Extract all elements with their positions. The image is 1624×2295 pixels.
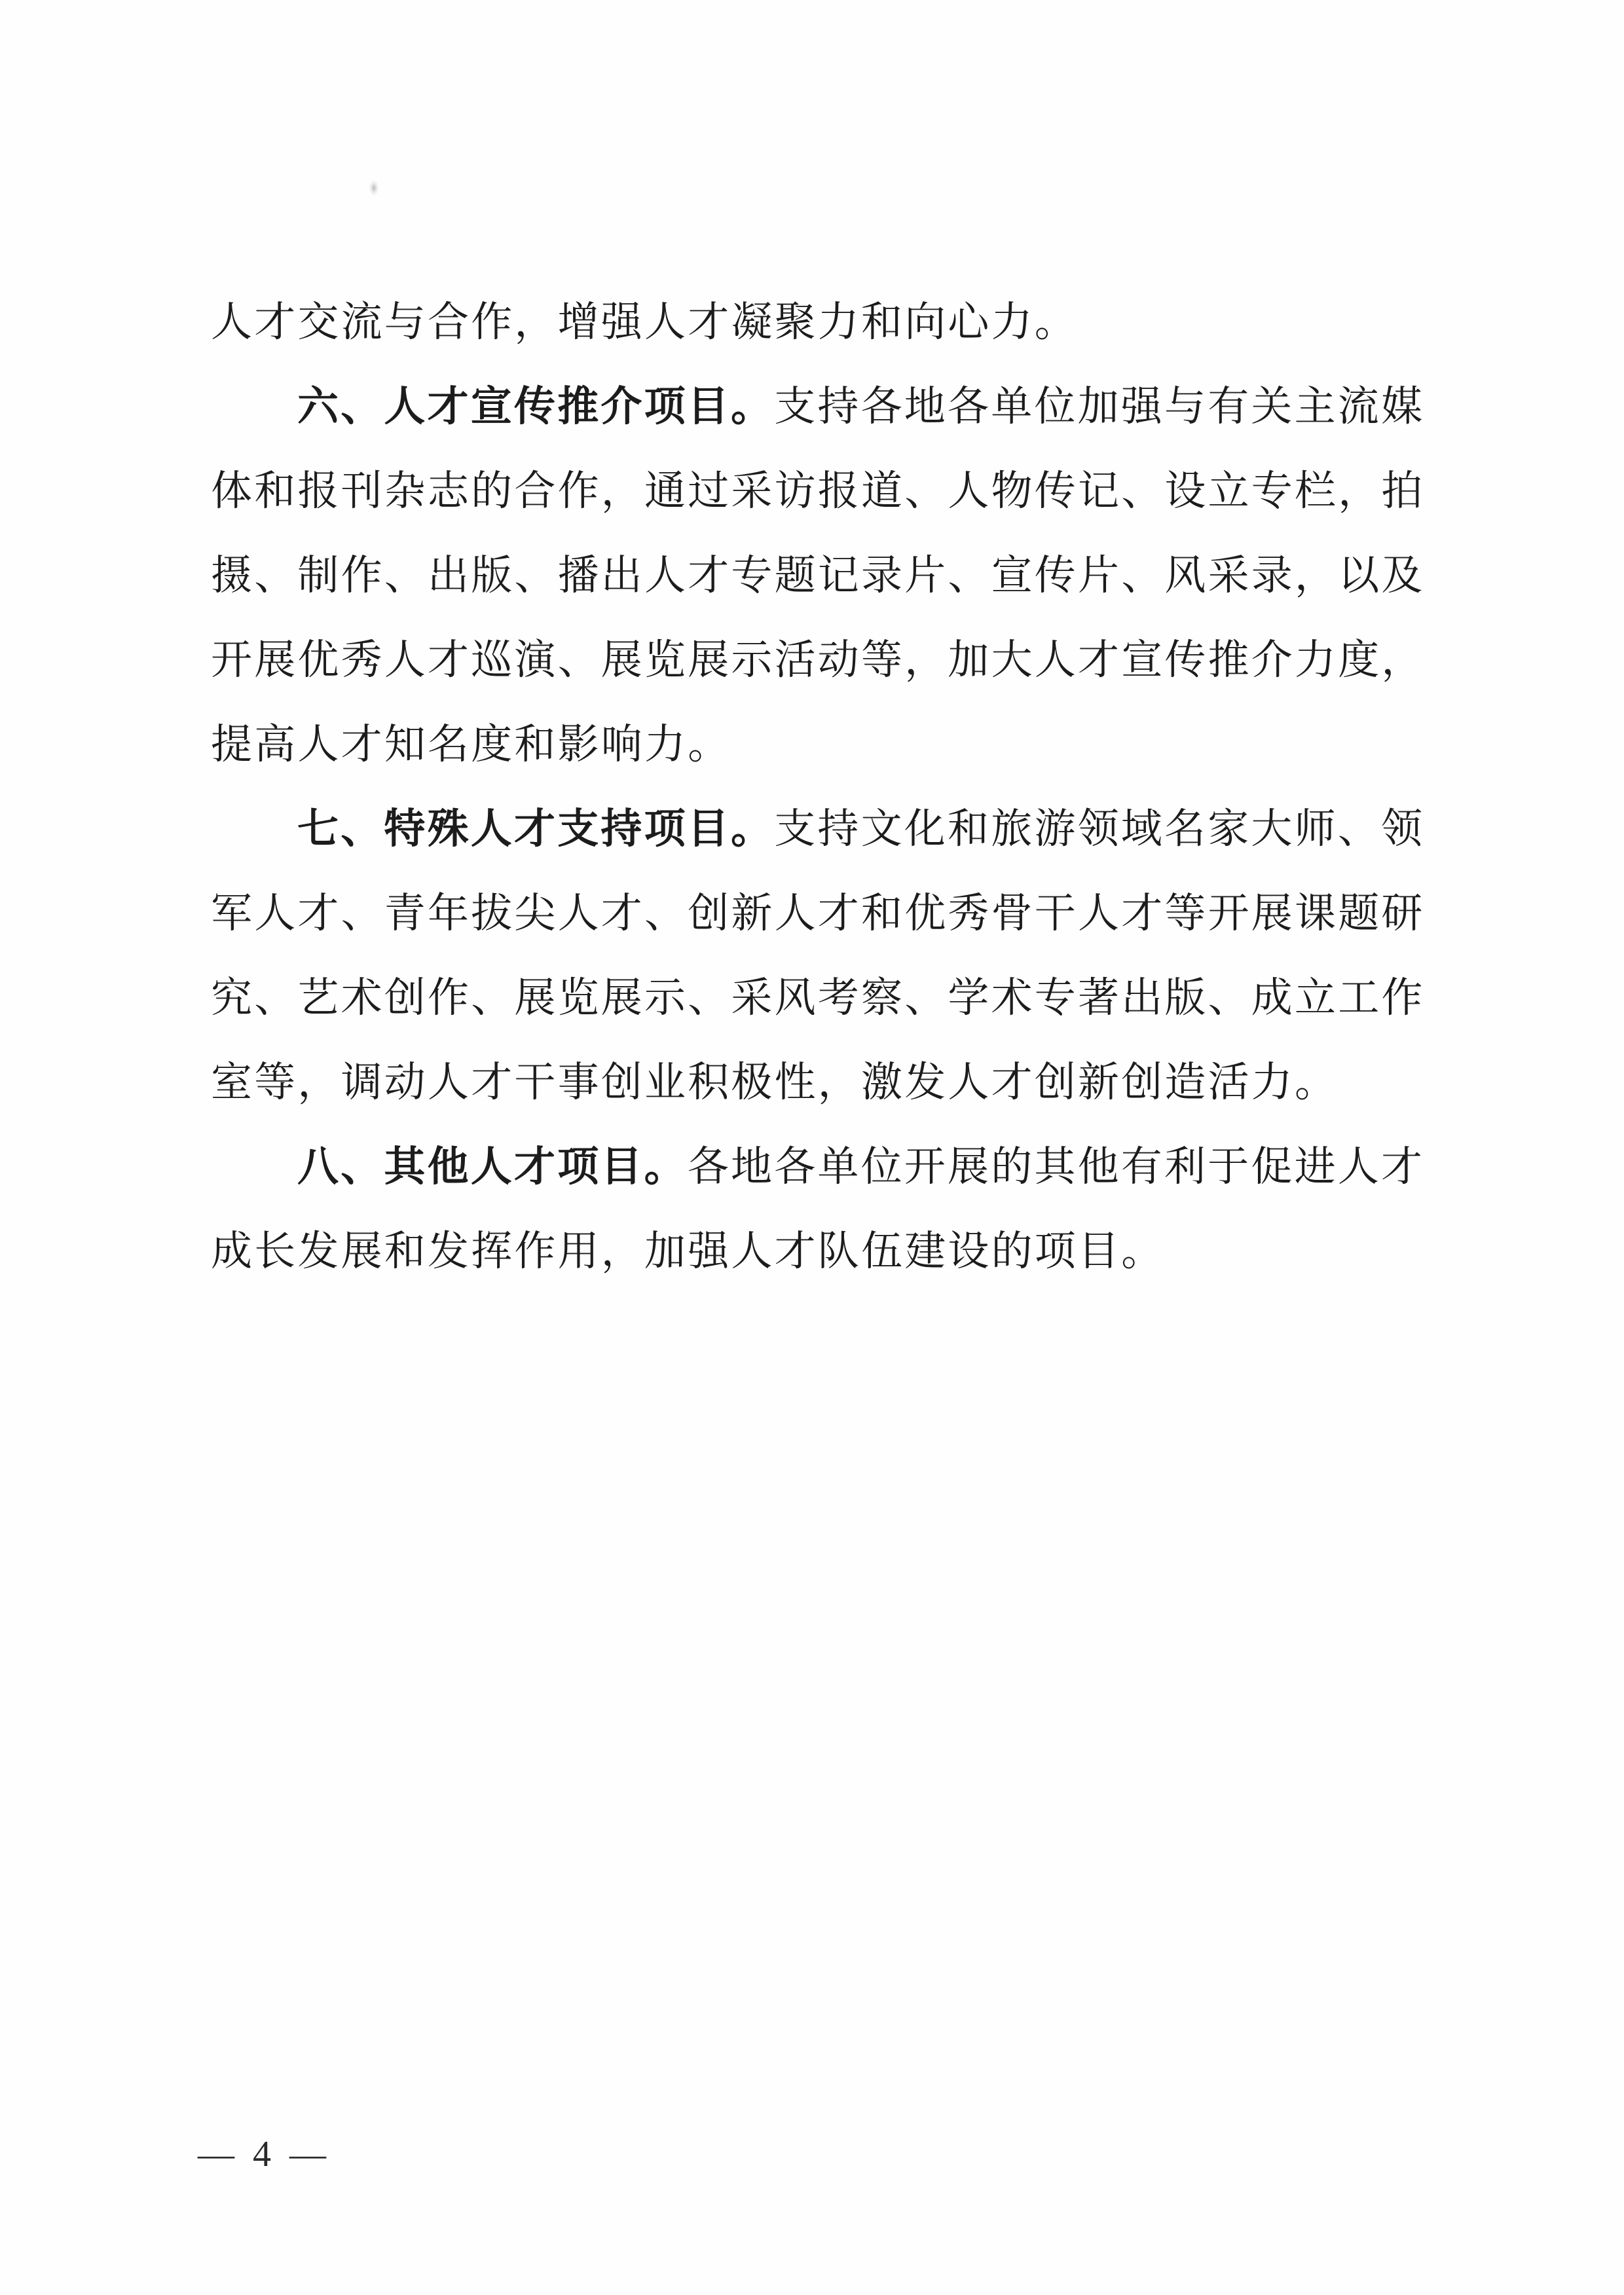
- text-line: [211, 365, 1426, 449]
- text-run: 成长发展和发挥作用，加强人才队伍建设的项目。: [211, 1228, 1165, 1274]
- text-run: 人才交流与合作，增强人才凝聚力和向心力。: [211, 299, 1078, 345]
- text-run: 提高人才知名度和影响力。: [211, 722, 731, 767]
- document-body: [211, 280, 1426, 1294]
- text-line: [211, 1125, 1426, 1209]
- scan-smudge-artifact: [369, 179, 379, 196]
- text-line: [211, 280, 1426, 365]
- text-run: 支持各地各单位加强与有关主流媒: [774, 384, 1425, 430]
- text-line: [211, 956, 1426, 1040]
- text-run: 开展优秀人才巡演、展览展示活动等，加大人才宣传推介力度，: [211, 637, 1425, 683]
- text-line: [211, 618, 1426, 703]
- paragraph-heading: 七、特殊人才支持项目。: [297, 806, 775, 852]
- text-line: [211, 1040, 1426, 1125]
- text-run: 各地各单位开展的其他有利于促进人才: [687, 1144, 1425, 1190]
- text-run: 室等，调动人才干事创业积极性，激发人才创新创造活力。: [211, 1059, 1338, 1105]
- text-line: [211, 534, 1426, 618]
- text-line: [211, 872, 1426, 956]
- text-run: 究、艺术创作、展览展示、采风考察、学术专著出版、成立工作: [211, 975, 1425, 1021]
- text-line: [211, 787, 1426, 872]
- page-number: — 4 —: [198, 2134, 331, 2175]
- text-line: [211, 703, 1426, 787]
- text-run: 体和报刊杂志的合作，通过采访报道、人物传记、设立专栏，拍: [211, 468, 1425, 514]
- paragraph-heading: 八、其他人才项目。: [297, 1144, 688, 1190]
- text-run: 支持文化和旅游领域名家大师、领: [774, 806, 1425, 852]
- text-run: 军人才、青年拔尖人才、创新人才和优秀骨干人才等开展课题研: [211, 890, 1425, 936]
- text-run: 摄、制作、出版、播出人才专题记录片、宣传片、风采录，以及: [211, 553, 1425, 598]
- paragraph-heading: 六、人才宣传推介项目。: [297, 384, 775, 430]
- text-line: [211, 1209, 1426, 1294]
- text-line: [211, 449, 1426, 534]
